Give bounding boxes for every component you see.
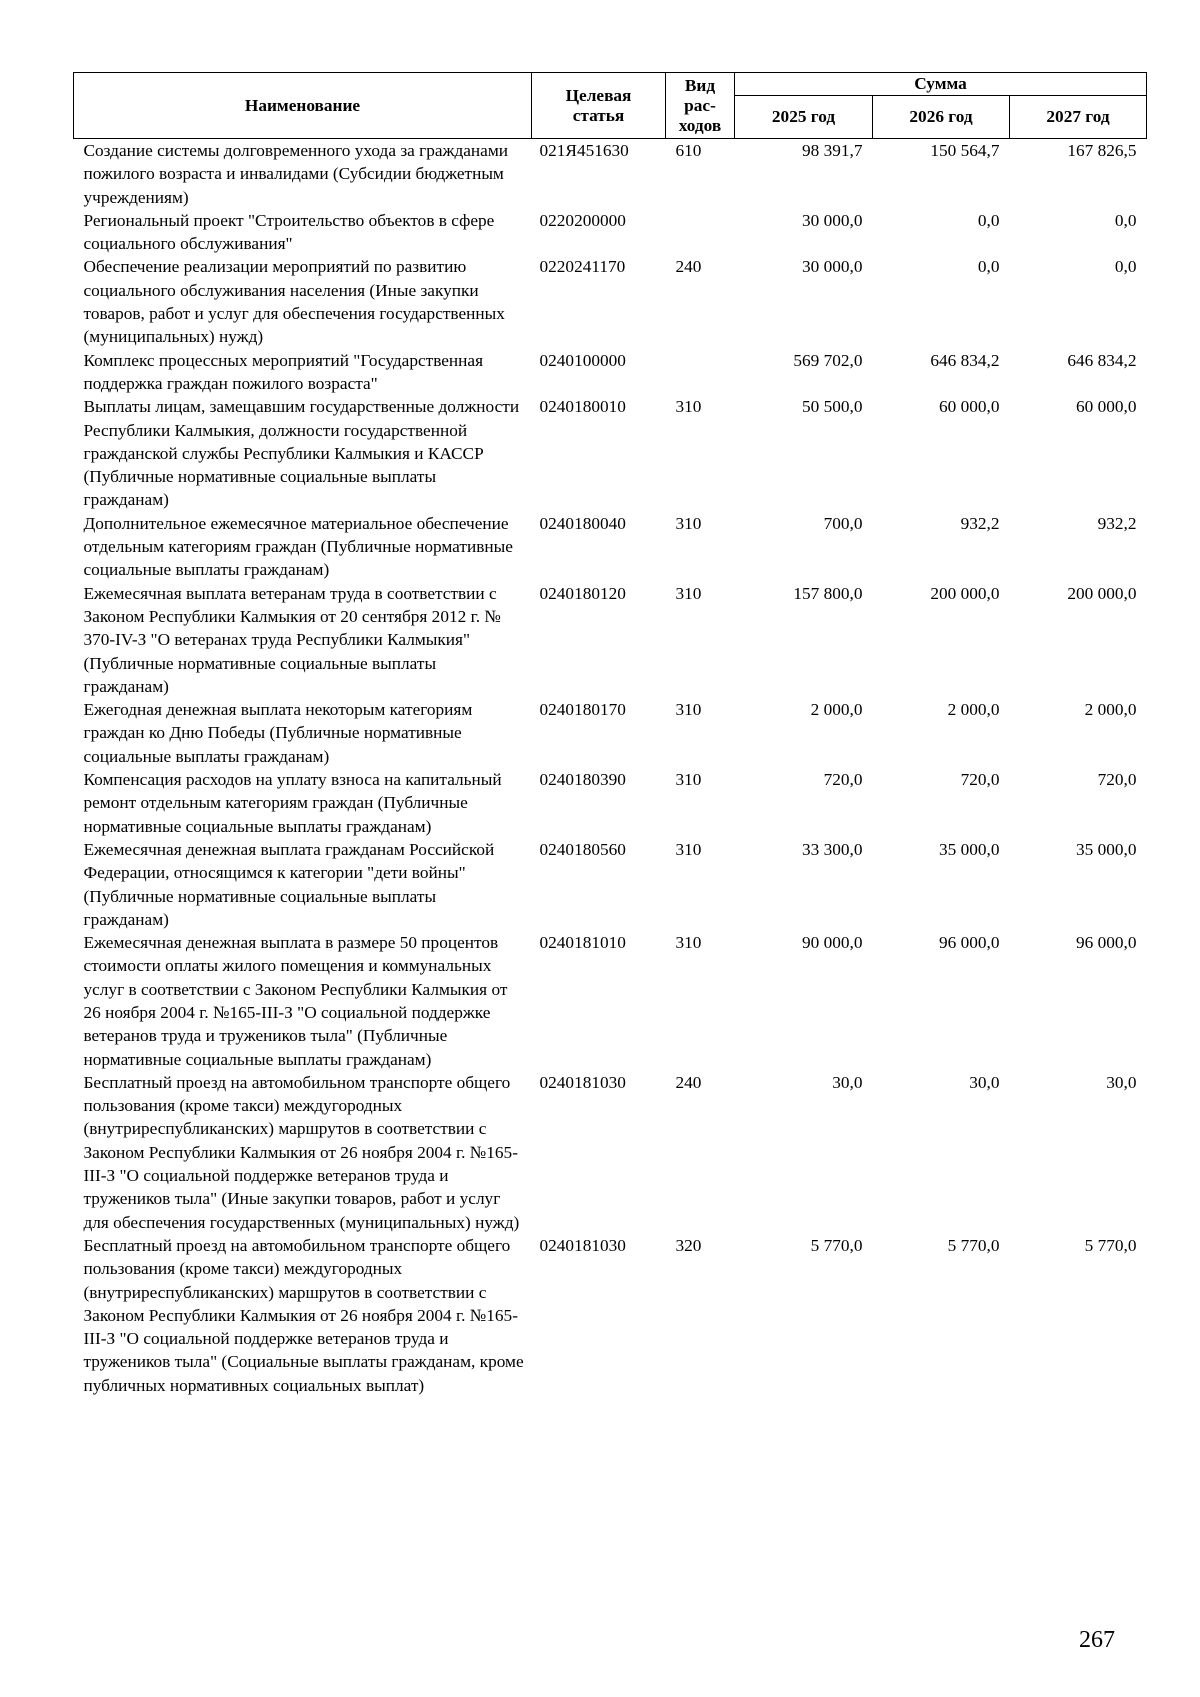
row-name: Ежемесячная денежная выплата гражданам Российской Федерации, относящимся к категории "дети войны" (Публичные нормативные социальные выплаты гражданам) bbox=[83, 839, 495, 929]
header-code bbox=[532, 73, 666, 139]
row-amount-2026: 96 000,0 bbox=[939, 933, 1000, 953]
row-name: Комплекс процессных мероприятий "Государственная поддержка граждан пожилого возраста" bbox=[83, 350, 484, 393]
table-row bbox=[74, 255, 1147, 348]
row-amount-2026: 200 000,0 bbox=[930, 583, 1000, 603]
header-name: Наименование bbox=[74, 73, 532, 139]
row-amount-2026: 30,0 bbox=[969, 1072, 1000, 1092]
row-amount-2025: 33 300,0 bbox=[802, 839, 863, 859]
row-amount-2025: 569 702,0 bbox=[793, 350, 863, 370]
table-row bbox=[74, 768, 1147, 838]
row-code: 0240180170 bbox=[539, 700, 626, 720]
table-row bbox=[74, 931, 1147, 1071]
row-amount-2027: 35 000,0 bbox=[1076, 839, 1137, 859]
table-body bbox=[74, 139, 1147, 1398]
header-code-line1: Целевая bbox=[565, 85, 632, 105]
table-row bbox=[74, 1071, 1147, 1234]
row-name: Ежемесячная выплата ветеранам труда в соответствии с Законом Республики Калмыкия от 20 сентября 2012 г. № 370-IV-З "О ветеранах труда Республики Калмыкия" (Публичные нормативные социальные выплаты гражданам) bbox=[83, 583, 501, 696]
row-amount-2025: 98 391,7 bbox=[802, 141, 863, 160]
header-vid bbox=[666, 73, 735, 139]
row-name: Обеспечение реализации мероприятий по развитию социального обслуживания населения (Иные закупки товаров, работ и услуг для обеспечения государственных (муниципальных) нужд) bbox=[83, 257, 505, 347]
row-amount-2025: 720,0 bbox=[823, 770, 863, 790]
row-vid: 240 bbox=[675, 1072, 702, 1092]
table-row bbox=[74, 349, 1147, 396]
header-year-2026: 2026 год bbox=[873, 96, 1010, 139]
budget-table-page bbox=[73, 72, 1146, 1397]
row-amount-2025: 700,0 bbox=[823, 513, 863, 533]
row-amount-2026: 5 770,0 bbox=[947, 1235, 1000, 1255]
header-code-line2: статья bbox=[572, 105, 625, 125]
row-amount-2026: 150 564,7 bbox=[930, 141, 1000, 160]
row-name: Ежемесячная денежная выплата в размере 50 процентов стоимости оплаты жилого помещения и коммунальных услуг в соответствии с Законом Республики Калмыкия от 26 ноября 2004 г. №165-III-З "О социальной поддержке ветеранов труда и тружеников тыла" (Публичные нормативные социальные выплаты гражданам) bbox=[83, 933, 508, 1069]
page-number: 267 bbox=[1079, 1627, 1115, 1653]
table-row bbox=[74, 209, 1147, 256]
row-amount-2026: 2 000,0 bbox=[947, 700, 1000, 720]
table-row bbox=[74, 582, 1147, 698]
row-name: Дополнительное ежемесячное материальное обеспечение отдельным категориям граждан (Публичные нормативные социальные выплаты гражданам) bbox=[83, 513, 513, 580]
row-amount-2027: 932,2 bbox=[1097, 513, 1137, 533]
row-name: Компенсация расходов на уплату взноса на капитальный ремонт отдельным категориям граждан (Публичные нормативные социальные выплаты гражданам) bbox=[83, 770, 502, 836]
row-name: Выплаты лицам, замещавшим государственные должности Республики Калмыкия, должности государственной гражданской службы Республики Калмыкия и КАССР (Публичные нормативные социальные выплаты гражданам) bbox=[83, 397, 520, 510]
table-header bbox=[74, 73, 1147, 139]
row-amount-2025: 90 000,0 bbox=[802, 933, 863, 953]
row-amount-2027: 200 000,0 bbox=[1067, 583, 1137, 603]
row-vid: 310 bbox=[675, 700, 702, 720]
row-amount-2025: 30 000,0 bbox=[802, 257, 863, 277]
header-vid-line3: ходов bbox=[678, 115, 722, 135]
table-row bbox=[74, 1234, 1147, 1397]
row-amount-2027: 646 834,2 bbox=[1067, 350, 1137, 370]
row-vid: 310 bbox=[675, 397, 702, 417]
row-vid: 610 bbox=[675, 141, 702, 160]
row-amount-2026: 0,0 bbox=[977, 210, 1000, 230]
row-code: 0240180040 bbox=[539, 513, 626, 533]
header-sum: Сумма bbox=[735, 73, 1147, 96]
row-code: 0240180010 bbox=[539, 397, 626, 417]
row-amount-2027: 60 000,0 bbox=[1076, 397, 1137, 417]
row-vid: 240 bbox=[675, 257, 702, 277]
row-amount-2026: 720,0 bbox=[960, 770, 1000, 790]
table-row bbox=[74, 838, 1147, 931]
row-amount-2027: 0,0 bbox=[1114, 257, 1137, 277]
row-vid: 320 bbox=[675, 1235, 702, 1255]
row-code: 0220200000 bbox=[539, 210, 626, 230]
row-amount-2025: 157 800,0 bbox=[793, 583, 863, 603]
row-code: 0240180390 bbox=[539, 770, 626, 790]
table-row bbox=[74, 139, 1147, 209]
row-code: 0240181030 bbox=[539, 1072, 626, 1092]
row-name: Бесплатный проезд на автомобильном транспорте общего пользования (кроме такси) междугородных (внутриреспубликанских) маршрутов в соответствии с Законом Республики Калмыкия от 26 ноября 2004 г. №165-III-З "О социальной поддержке ветеранов труда и тружеников тыла" (Иные закупки товаров, работ и услуг для обеспечения государственных (муниципальных) нужд) bbox=[83, 1072, 520, 1232]
row-vid: 310 bbox=[675, 770, 702, 790]
header-year-2027: 2027 год bbox=[1010, 96, 1147, 139]
row-amount-2027: 5 770,0 bbox=[1084, 1235, 1137, 1255]
row-vid: 310 bbox=[675, 513, 702, 533]
row-code: 0240181030 bbox=[539, 1235, 626, 1255]
row-name: Создание системы долговременного ухода за гражданами пожилого возраста и инвалидами (Субсидии бюджетным учреждениям) bbox=[83, 141, 509, 207]
row-code: 0220241170 bbox=[539, 257, 626, 277]
row-code: 0240100000 bbox=[539, 350, 626, 370]
row-vid: 310 bbox=[675, 583, 702, 603]
row-amount-2025: 2 000,0 bbox=[810, 700, 863, 720]
header-year-2025: 2025 год bbox=[735, 96, 873, 139]
budget-table bbox=[73, 72, 1147, 1397]
row-name: Региональный проект "Строительство объектов в сфере социального обслуживания" bbox=[83, 210, 495, 254]
row-vid: 310 bbox=[675, 933, 702, 953]
row-amount-2027: 0,0 bbox=[1114, 210, 1137, 230]
row-name: Бесплатный проезд на автомобильном транспорте общего пользования (кроме такси) междугородных (внутриреспубликанских) маршрутов в соответствии с Законом Республики Калмыкия от 26 ноября 2004 г. №165-III-З "О социальной поддержке ветеранов труда и тружеников тыла" (Социальные выплаты гражданам, кроме публичных нормативных социальных выплат) bbox=[83, 1235, 524, 1395]
row-vid bbox=[666, 209, 735, 256]
table-row bbox=[74, 512, 1147, 582]
row-amount-2025: 5 770,0 bbox=[810, 1235, 863, 1255]
row-amount-2025: 30 000,0 bbox=[802, 210, 863, 230]
row-amount-2026: 60 000,0 bbox=[939, 397, 1000, 417]
row-amount-2027: 30,0 bbox=[1106, 1072, 1137, 1092]
row-code: 0240181010 bbox=[539, 933, 626, 953]
row-amount-2025: 30,0 bbox=[832, 1072, 863, 1092]
table-row bbox=[74, 395, 1147, 511]
table-row bbox=[74, 698, 1147, 768]
row-amount-2026: 0,0 bbox=[977, 257, 1000, 277]
row-amount-2025: 50 500,0 bbox=[802, 397, 863, 417]
header-vid-line2: рас- bbox=[684, 95, 716, 115]
row-amount-2027: 720,0 bbox=[1097, 770, 1137, 790]
row-amount-2027: 96 000,0 bbox=[1076, 933, 1137, 953]
row-vid bbox=[666, 349, 735, 396]
row-code: 0240180120 bbox=[539, 583, 626, 603]
row-name: Ежегодная денежная выплата некоторым категориям граждан ко Дню Победы (Публичные нормативные социальные выплаты гражданам) bbox=[83, 700, 473, 766]
row-code: 0240180560 bbox=[539, 839, 626, 859]
row-vid: 310 bbox=[675, 839, 702, 859]
row-code: 021Я451630 bbox=[539, 141, 629, 160]
row-amount-2026: 35 000,0 bbox=[939, 839, 1000, 859]
row-amount-2026: 646 834,2 bbox=[930, 350, 1000, 370]
row-amount-2026: 932,2 bbox=[960, 513, 1000, 533]
row-amount-2027: 167 826,5 bbox=[1067, 141, 1137, 160]
header-vid-line1: Вид bbox=[684, 75, 716, 95]
row-amount-2027: 2 000,0 bbox=[1084, 700, 1137, 720]
